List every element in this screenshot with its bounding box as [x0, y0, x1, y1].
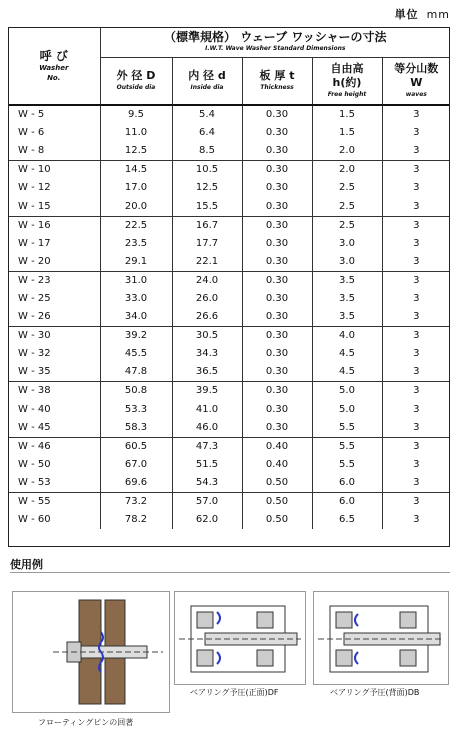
cell-inside-dia: 57.0 [172, 492, 242, 511]
cell-washer-no: W - 6 [8, 124, 100, 142]
bearing-bottom-right [257, 650, 273, 666]
example-floating-pin [12, 591, 170, 713]
table-row [8, 290, 450, 308]
cell-inside-dia: 6.4 [172, 124, 242, 142]
cell-waves: 3 [413, 145, 420, 157]
cell-inside-dia: 22.1 [172, 253, 242, 272]
bearing-bottom-right [400, 650, 416, 666]
cell-free-height: 4.5 [312, 345, 382, 363]
cell-waves: 3 [413, 514, 420, 526]
cell-outside-dia: 67.0 [100, 456, 172, 474]
header-free-height-jp: 自由高 [330, 62, 364, 76]
cell-inside-dia: 62.0 [172, 511, 242, 529]
cell-outside-dia: 53.3 [100, 401, 172, 419]
cell-thickness: 0.30 [242, 345, 312, 363]
header-waves-en: waves [405, 91, 427, 99]
table-row [8, 456, 450, 474]
cell-washer-no: W - 8 [8, 142, 100, 161]
cell-waves: 3 [382, 271, 450, 290]
cell-waves: 3 [413, 421, 420, 433]
table-row [8, 308, 450, 327]
cell-free-height: 6.0 [312, 492, 382, 511]
cell-inside-dia: 17.7 [172, 235, 242, 253]
cell-washer-no: W - 12 [8, 179, 100, 197]
table-row [8, 271, 450, 290]
cell-free-height: 2.0 [312, 161, 382, 180]
cell-thickness: 0.30 [242, 401, 312, 419]
cell-free-height: 2.5 [312, 216, 382, 235]
cell-outside-dia: 58.3 [100, 419, 172, 438]
cell-waves: 3 [413, 200, 420, 212]
cell-inside-dia: 47.3 [172, 437, 242, 456]
cell-waves: 3 [382, 437, 450, 456]
cell-waves: 3 [413, 109, 420, 121]
table-row [8, 511, 450, 529]
cell-waves: 3 [413, 127, 420, 139]
table-row [8, 197, 450, 216]
bearing-top-right [400, 612, 416, 628]
table-row [8, 327, 450, 346]
cell-free-height: 5.5 [312, 456, 382, 474]
cell-inside-dia: 51.5 [172, 456, 242, 474]
header-title-en: I.W.T. Wave Washer Standard Dimensions [205, 45, 346, 53]
cell-outside-dia: 39.2 [100, 327, 172, 346]
table-row [8, 363, 450, 382]
header-outside-dia [100, 57, 172, 105]
cell-free-height: 1.5 [312, 105, 382, 124]
bearing-db-diagram [314, 592, 448, 684]
cell-waves: 3 [413, 237, 420, 249]
cell-inside-dia: 26.6 [172, 308, 242, 327]
cell-free-height: 5.5 [312, 419, 382, 438]
cell-washer-no: W - 10 [8, 161, 100, 180]
table-row [8, 253, 450, 272]
header-washer-no [8, 27, 100, 105]
cell-thickness: 0.30 [242, 179, 312, 197]
cell-washer-no: W - 23 [8, 271, 100, 290]
cell-free-height: 2.5 [312, 179, 382, 197]
cell-waves: 3 [382, 492, 450, 511]
cell-washer-no: W - 50 [8, 456, 100, 474]
header-waves [382, 57, 450, 105]
cell-waves: 3 [413, 311, 420, 323]
cell-inside-dia: 16.7 [172, 216, 242, 235]
cell-free-height: 3.0 [312, 235, 382, 253]
cell-waves: 3 [382, 216, 450, 235]
cell-outside-dia: 9.5 [100, 105, 172, 124]
header-free-height [312, 57, 382, 105]
cell-inside-dia: 8.5 [172, 142, 242, 161]
cell-thickness: 0.30 [242, 382, 312, 401]
cell-waves: 3 [382, 161, 450, 180]
cell-waves: 3 [382, 327, 450, 346]
caption-bearing-db: ベアリング予圧(背面)DB [330, 688, 420, 697]
cell-outside-dia: 73.2 [100, 492, 172, 511]
cell-washer-no: W - 30 [8, 327, 100, 346]
cell-thickness: 0.30 [242, 216, 312, 235]
cell-free-height: 4.0 [312, 327, 382, 346]
cell-washer-no: W - 45 [8, 419, 100, 438]
header-title-jp: （標準規格） ウェーブ ワッシャーの寸法 [164, 30, 387, 45]
cell-free-height: 6.5 [312, 511, 382, 529]
table-row [8, 401, 450, 419]
bearing-df-diagram [175, 592, 305, 684]
cell-outside-dia: 33.0 [100, 290, 172, 308]
cell-free-height: 2.0 [312, 142, 382, 161]
cell-waves: 3 [413, 366, 420, 378]
cell-waves: 3 [413, 348, 420, 360]
header-washer-no-jp: 呼 び [39, 48, 68, 63]
bearing-bottom-left [336, 650, 352, 666]
cell-thickness: 0.30 [242, 290, 312, 308]
cell-washer-no: W - 35 [8, 363, 100, 382]
cell-free-height: 5.0 [312, 382, 382, 401]
cell-washer-no: W - 26 [8, 308, 100, 327]
caption-bearing-df: ベアリング予圧(正面)DF [190, 688, 279, 697]
cell-thickness: 0.30 [242, 308, 312, 327]
cell-free-height: 2.5 [312, 197, 382, 216]
cell-free-height: 3.5 [312, 271, 382, 290]
caption-floating-pin: フローティングピンの回著 [38, 718, 134, 727]
floating-pin-diagram [13, 592, 169, 712]
header-washer-no-en2: No. [47, 73, 61, 82]
cell-free-height: 5.0 [312, 401, 382, 419]
table-row [8, 216, 450, 235]
cell-washer-no: W - 32 [8, 345, 100, 363]
table-row [8, 235, 450, 253]
bearing-top-left [336, 612, 352, 628]
cell-outside-dia: 34.0 [100, 308, 172, 327]
table-row [8, 161, 450, 180]
cell-thickness: 0.40 [242, 437, 312, 456]
dimension-table [8, 27, 450, 529]
cell-outside-dia: 23.5 [100, 235, 172, 253]
cell-inside-dia: 30.5 [172, 327, 242, 346]
header-thickness [242, 57, 312, 105]
cell-inside-dia: 24.0 [172, 271, 242, 290]
cell-thickness: 0.30 [242, 253, 312, 272]
cell-inside-dia: 41.0 [172, 401, 242, 419]
cell-washer-no: W - 5 [8, 105, 100, 124]
cell-thickness: 0.50 [242, 492, 312, 511]
header-washer-no-en1: Washer [39, 63, 69, 72]
table-row [8, 492, 450, 511]
cell-outside-dia: 47.8 [100, 363, 172, 382]
header-free-height-en: Free height [327, 91, 367, 99]
cell-washer-no: W - 55 [8, 492, 100, 511]
cell-thickness: 0.30 [242, 419, 312, 438]
header-outside-dia-en: Outside dia [116, 84, 156, 92]
cell-inside-dia: 12.5 [172, 179, 242, 197]
cell-inside-dia: 15.5 [172, 197, 242, 216]
cell-inside-dia: 39.5 [172, 382, 242, 401]
header-thickness-en: Thickness [260, 84, 294, 92]
cell-inside-dia: 5.4 [172, 105, 242, 124]
cell-thickness: 0.30 [242, 235, 312, 253]
cell-washer-no: W - 53 [8, 474, 100, 493]
cell-inside-dia: 54.3 [172, 474, 242, 493]
table-row [8, 124, 450, 142]
cell-waves: 3 [413, 403, 420, 415]
header-inside-dia [172, 57, 242, 105]
bearing-top-left [197, 612, 213, 628]
unit-label [395, 6, 450, 22]
usage-title: 使用例 [10, 558, 43, 571]
cell-washer-no: W - 60 [8, 511, 100, 529]
cell-thickness: 0.40 [242, 456, 312, 474]
header-free-height-jp2: h(約) [332, 76, 362, 90]
cell-outside-dia: 20.0 [100, 197, 172, 216]
cell-outside-dia: 50.8 [100, 382, 172, 401]
cell-outside-dia: 78.2 [100, 511, 172, 529]
header-inside-dia-en: Inside dia [190, 84, 224, 92]
usage-divider [10, 572, 450, 573]
table-body [8, 105, 450, 529]
cell-free-height: 4.5 [312, 363, 382, 382]
cell-thickness: 0.30 [242, 271, 312, 290]
table-row [8, 345, 450, 363]
cell-outside-dia: 11.0 [100, 124, 172, 142]
cell-washer-no: W - 25 [8, 290, 100, 308]
cell-free-height: 3.0 [312, 253, 382, 272]
cell-free-height: 1.5 [312, 124, 382, 142]
cell-washer-no: W - 16 [8, 216, 100, 235]
cell-washer-no: W - 15 [8, 197, 100, 216]
cell-waves: 3 [382, 382, 450, 401]
unit-value: mm [426, 8, 450, 21]
table-row [8, 437, 450, 456]
table-row [8, 105, 450, 124]
cell-washer-no: W - 20 [8, 253, 100, 272]
cell-outside-dia: 60.5 [100, 437, 172, 456]
cell-thickness: 0.30 [242, 124, 312, 142]
cell-inside-dia: 46.0 [172, 419, 242, 438]
cell-outside-dia: 45.5 [100, 345, 172, 363]
header-inside-dia-jp: 内 径 d [188, 69, 226, 83]
cell-waves: 3 [413, 255, 420, 267]
cell-washer-no: W - 46 [8, 437, 100, 456]
bearing-bottom-left [197, 650, 213, 666]
cell-washer-no: W - 38 [8, 382, 100, 401]
cell-inside-dia: 26.0 [172, 290, 242, 308]
cell-free-height: 3.5 [312, 308, 382, 327]
cell-thickness: 0.30 [242, 142, 312, 161]
header-thickness-jp: 板 厚 t [259, 69, 295, 83]
table-row [8, 382, 450, 401]
cell-thickness: 0.50 [242, 511, 312, 529]
cell-free-height: 3.5 [312, 290, 382, 308]
cell-washer-no: W - 40 [8, 401, 100, 419]
cell-thickness: 0.30 [242, 197, 312, 216]
bearing-top-right [257, 612, 273, 628]
cell-outside-dia: 69.6 [100, 474, 172, 493]
table-row [8, 179, 450, 197]
cell-waves: 3 [413, 182, 420, 194]
header-waves-jp2: W [410, 76, 423, 90]
table-row [8, 142, 450, 161]
cell-outside-dia: 17.0 [100, 179, 172, 197]
cell-washer-no: W - 17 [8, 235, 100, 253]
cell-thickness: 0.30 [242, 161, 312, 180]
header-waves-jp: 等分山数 [394, 62, 439, 76]
cell-waves: 3 [413, 292, 420, 304]
header-outside-dia-jp: 外 径 D [116, 69, 156, 83]
cell-inside-dia: 10.5 [172, 161, 242, 180]
cell-outside-dia: 31.0 [100, 271, 172, 290]
cell-outside-dia: 14.5 [100, 161, 172, 180]
cell-outside-dia: 22.5 [100, 216, 172, 235]
cell-free-height: 5.5 [312, 437, 382, 456]
table-row [8, 474, 450, 493]
unit-label-text: 単位 [394, 8, 419, 21]
table-row [8, 419, 450, 438]
cell-thickness: 0.30 [242, 327, 312, 346]
header-title [100, 27, 450, 57]
cell-waves: 3 [413, 476, 420, 488]
cell-thickness: 0.30 [242, 363, 312, 382]
cell-thickness: 0.30 [242, 105, 312, 124]
cell-free-height: 6.0 [312, 474, 382, 493]
cell-thickness: 0.50 [242, 474, 312, 493]
cell-inside-dia: 34.3 [172, 345, 242, 363]
cell-inside-dia: 36.5 [172, 363, 242, 382]
example-bearing-db [313, 591, 449, 685]
cell-outside-dia: 12.5 [100, 142, 172, 161]
cell-outside-dia: 29.1 [100, 253, 172, 272]
cell-waves: 3 [413, 458, 420, 470]
example-bearing-df [174, 591, 306, 685]
